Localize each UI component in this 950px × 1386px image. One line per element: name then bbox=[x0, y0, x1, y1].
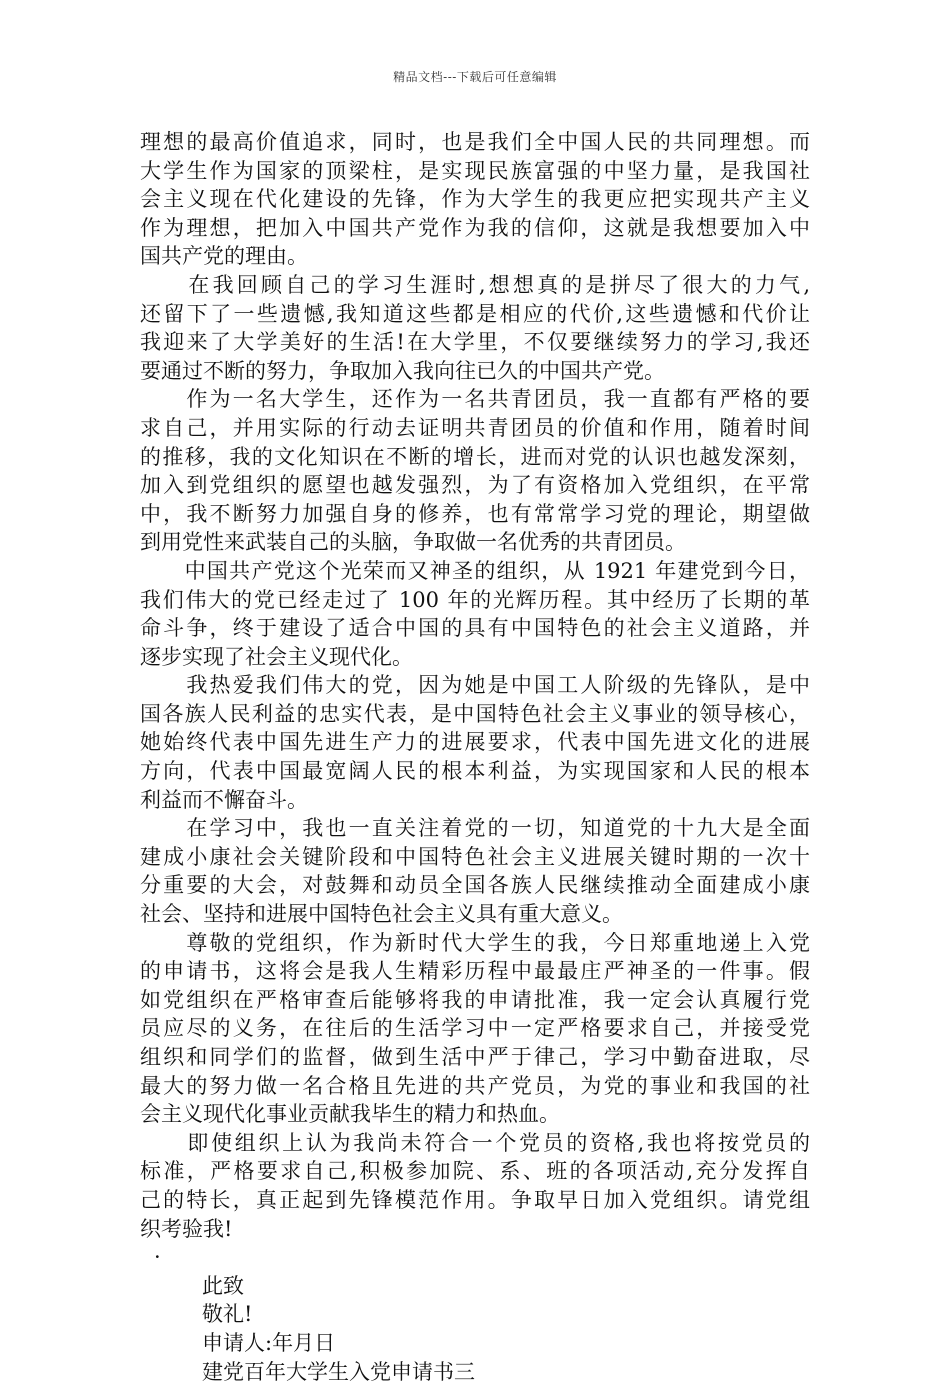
paragraph-line: 要通过不断的努力，争取加入我向往已久的中国共产党。 bbox=[140, 358, 665, 383]
paragraph-line: 社会、坚持和进展中国特色社会主义具有重大意义。 bbox=[140, 902, 623, 927]
applicant-signature-date: 申请人:年月日 bbox=[202, 1330, 336, 1355]
page-header: 精品文档---下载后可任意编辑 bbox=[393, 70, 557, 84]
paragraph-line: 即使组织上认为我尚未符合一个党员的资格,我也将按党员的 bbox=[140, 1130, 810, 1155]
paragraphs bbox=[140, 128, 810, 1243]
paragraph-line: 方向，代表中国最宽阔人民的根本利益，为实现国家和人民的根本 bbox=[140, 759, 810, 784]
paragraph-line: 我们伟大的党已经走过了 100 年的光辉历程。其中经历了长期的革 bbox=[140, 587, 810, 612]
paragraph-line: 理想的最高价值追求，同时，也是我们全中国人民的共同理想。而 bbox=[140, 130, 810, 154]
paragraph bbox=[140, 671, 810, 814]
paragraph-line: 最大的努力做一名合格且先进的共产党员，为党的事业和我国的社 bbox=[140, 1073, 810, 1098]
paragraph bbox=[140, 1129, 810, 1243]
paragraph bbox=[140, 271, 810, 385]
paragraph-line: 我热爱我们伟大的党，因为她是中国工人阶级的先锋队，是中 bbox=[140, 673, 810, 698]
closing-salutation: 此致 bbox=[202, 1273, 244, 1298]
paragraph bbox=[140, 557, 810, 671]
paragraph-line: 求自己，并用实际的行动去证明共青团员的价值和作用，随着时间 bbox=[140, 415, 810, 440]
paragraph-line: 我迎来了大学美好的生活!在大学里，不仅要继续努力的学习,我还 bbox=[140, 330, 810, 355]
paragraph-line: 作为一名大学生，还作为一名共青团员，我一直都有严格的要 bbox=[140, 387, 810, 412]
paragraph-line: 分重要的大会，对鼓舞和动员全国各族人民继续推动全面建成小康 bbox=[140, 873, 810, 898]
paragraph-line: 命斗争，终于建设了适合中国的具有中国特色的社会主义道路，并 bbox=[140, 616, 810, 641]
paragraph bbox=[140, 929, 810, 1129]
document-title-footer: 建党百年大学生入党申请书三 bbox=[202, 1359, 475, 1384]
paragraph-line: 国各族人民利益的忠实代表，是中国特色社会主义事业的领导核心， bbox=[140, 701, 810, 726]
paragraph-line: 标准，严格要求自己,积极参加院、系、班的各项活动,充分发挥自 bbox=[140, 1159, 810, 1184]
paragraph-line: 己的特长，真正起到先锋模范作用。争取早日加入党组织。请党组 bbox=[140, 1187, 810, 1212]
paragraph-line: 尊敬的党组织，作为新时代大学生的我，今日郑重地递上入党 bbox=[140, 930, 810, 955]
paragraph-line: 在我回顾自己的学习生涯时,想想真的是拼尽了很大的力气, bbox=[140, 272, 810, 297]
paragraph-line: 作为理想，把加入中国共产党作为我的信仰，这就是我想要加入中 bbox=[140, 215, 810, 240]
paragraph-line: 会主义现代化事业贡献我毕生的精力和热血。 bbox=[140, 1102, 560, 1127]
paragraph-line: 中，我不断努力加强自身的修养，也有常常学习党的理论，期望做 bbox=[140, 501, 810, 526]
paragraph-line: 在学习中，我也一直关注着党的一切，知道党的十九大是全面 bbox=[140, 816, 810, 841]
paragraph-line: 织考验我! bbox=[140, 1216, 233, 1241]
bullet-dot: · bbox=[154, 1245, 161, 1270]
paragraph-line: 员应尽的义务，在往后的生活学习中一定严格要求自己，并接受党 bbox=[140, 1016, 810, 1041]
paragraph-line: 建成小康社会关键阶段和中国特色社会主义进展关键时期的一次十 bbox=[140, 844, 810, 869]
paragraph-line: 中国共产党这个光荣而又神圣的组织，从 1921 年建党到今日， bbox=[140, 558, 810, 583]
paragraph bbox=[140, 128, 810, 271]
paragraph-line: 的推移，我的文化知识在不断的增长，进而对党的认识也越发深刻， bbox=[140, 444, 810, 469]
paragraph-line: 还留下了一些遗憾,我知道这些都是相应的代价,这些遗憾和代价让 bbox=[140, 301, 810, 326]
paragraph-line: 逐步实现了社会主义现代化。 bbox=[140, 644, 413, 669]
paragraph-line: 到用党性来武装自己的头脑，争取做一名优秀的共青团员。 bbox=[140, 530, 686, 555]
paragraph-line: 国共产党的理由。 bbox=[140, 244, 308, 269]
closing-regards: 敬礼! bbox=[202, 1302, 253, 1327]
paragraph-line: 组织和同学们的监督，做到生活中严于律己，学习中勤奋进取，尽 bbox=[140, 1045, 810, 1069]
paragraph-line: 的申请书，这将会是我人生精彩历程中最最庄严神圣的一件事。假 bbox=[140, 959, 810, 984]
paragraph bbox=[140, 385, 810, 557]
paragraph-line: 会主义现在代化建设的先锋，作为大学生的我更应把实现共产主义 bbox=[140, 187, 810, 212]
paragraph-line: 大学生作为国家的顶梁柱，是实现民族富强的中坚力量，是我国社 bbox=[140, 158, 810, 183]
paragraph-line: 她始终代表中国先进生产力的进展要求，代表中国先进文化的进展 bbox=[140, 730, 810, 755]
paragraph-line: 加入到党组织的愿望也越发强烈，为了有资格加入党组织，在平常 bbox=[140, 473, 810, 498]
document-body bbox=[140, 128, 810, 1386]
paragraph-line: 如党组织在严格审查后能够将我的申请批准，我一定会认真履行党 bbox=[140, 987, 810, 1012]
paragraph-line: 利益而不懈奋斗。 bbox=[140, 787, 308, 812]
paragraph bbox=[140, 814, 810, 928]
